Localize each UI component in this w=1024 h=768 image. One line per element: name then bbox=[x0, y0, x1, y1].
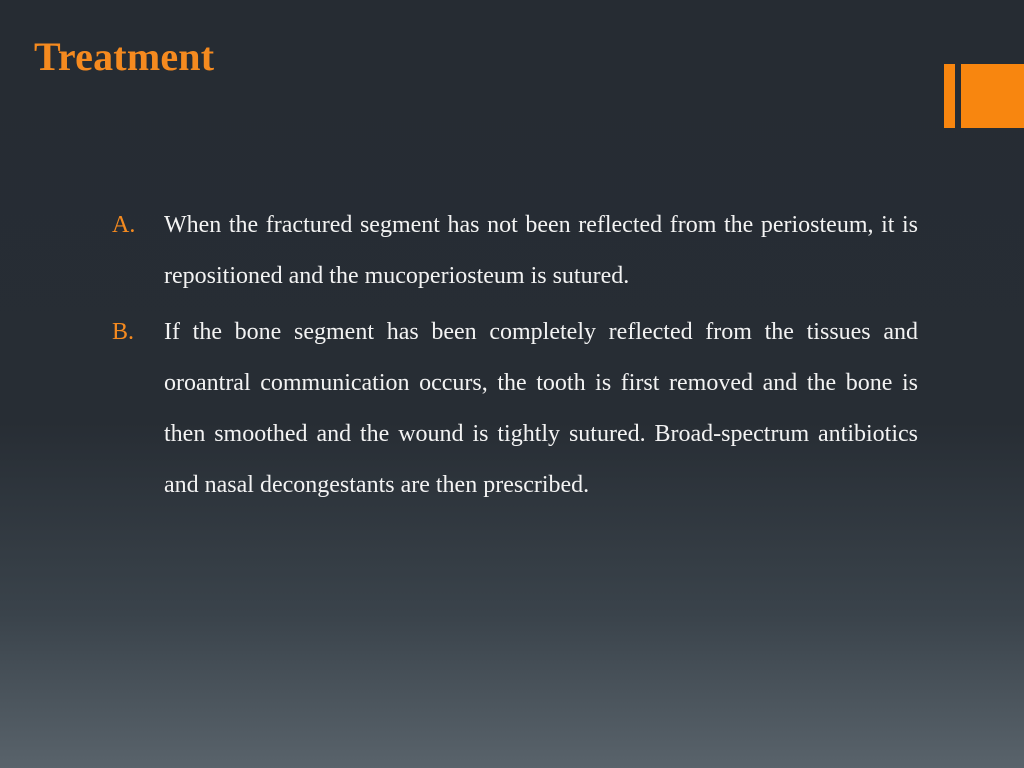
list-item-b bbox=[112, 307, 918, 511]
slide-title: Treatment bbox=[34, 34, 215, 79]
list-marker: A. bbox=[112, 212, 136, 238]
list-marker: B. bbox=[112, 319, 135, 345]
list-item-text: When the fractured segment has not been reflected from the periosteum, it is repositioned and the mucoperiosteum is sutured. bbox=[164, 212, 918, 289]
accent-bar-thin bbox=[944, 64, 955, 128]
list-item-a bbox=[112, 200, 918, 302]
list-item-text: If the bone segment has been completely reflected from the tissues and oroantral communication occurs, the tooth is first removed and the bone is then smoothed and the wound is tightly sutured. Broad-spectrum antibiotics and nasal decongestants are then prescribed. bbox=[164, 319, 918, 498]
treatment-list bbox=[112, 200, 918, 516]
accent-bar-thick bbox=[961, 64, 1024, 128]
